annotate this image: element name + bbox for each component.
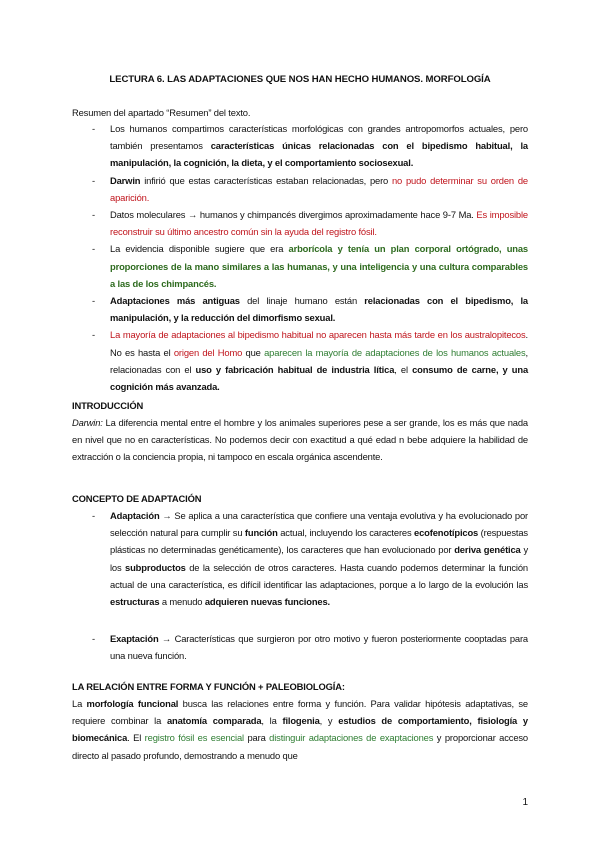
summary-item-1: - Los humanos compartimos características morfológicas con grandes antropomorfos actuales, pero también presentamos características únicas relacionadas con el bipedismo habitual, la manipulación, la cognición, la dieta, y el comportamiento sociosexual. [72, 120, 528, 172]
concepto-item-exaptacion: - Exaptación → Características que surgieron por otro motivo y fueron posteriormente cooptadas para una nueva función. [72, 630, 528, 664]
summary-item-6: - La mayoría de adaptaciones al bipedismo habitual no aparecen hasta más tarde en los australopitecos. No es hasta el origen del Homo que aparecen la mayoría de adaptaciones de los humanos actuales, relacionadas con el uso y fabricación habitual de industria lítica, el consumo de carne, y una cognición más avanzada. [72, 326, 528, 395]
summary-list [72, 120, 528, 395]
bullet-dash: - [92, 123, 95, 134]
summary-item-4: - La evidencia disponible sugiere que era arborícola y tenía un plan corporal ortógrado, unas proporciones de la mano similares a las humanas, y una inteligencia y una cultura comparables a las de los chimpancés. [72, 240, 528, 292]
heading-relacion-forma-funcion: LA RELACIÓN ENTRE FORMA Y FUNCIÓN + PALEOBIOLOGÍA: [72, 681, 345, 692]
concepto-item-adaptacion: - Adaptación → Se aplica a una característica que confiere una ventaja evolutiva y ha evolucionado por selección natural para cumplir su función actual, incluyendo los caracteres ecofenotípicos (respuestas plásticas no determinadas genéticamente), los caracteres que han evolucionado por deriva genética y los subproductos de la selección de otros caracteres. Hasta cuando podemos determinar la función actual de una característica, es difícil identificar las adaptaciones, porque a lo largo de la evolución las estructuras a menudo adquieren nuevas funciones. [72, 507, 528, 610]
bullet-dash: - [92, 174, 95, 186]
page-number: 1 [522, 797, 528, 808]
summary-item-5: - Adaptaciones más antiguas del linaje humano están relacionadas con el bipedismo, la manipulación, y la reducción del dimorfismo sexual. [72, 292, 528, 326]
bullet-dash: - [92, 209, 95, 221]
heading-introduccion: INTRODUCCIÓN [72, 400, 144, 411]
heading-concepto-adaptacion: CONCEPTO DE ADAPTACIÓN [72, 493, 202, 504]
summary-intro: Resumen del apartado “Resumen” del texto. [72, 107, 251, 118]
concepto-list [72, 507, 528, 610]
bullet-dash: - [92, 633, 95, 644]
bullet-dash: - [92, 243, 95, 255]
relacion-paragraph: La morfología funcional busca las relaciones entre forma y función. Para validar hipótesis adaptativas, se requiere combinar la anatomía comparada, la filogenia, y estudios de comportamiento, fisiología y biomecánica. El registro fósil es esencial para distinguir adaptaciones de exaptaciones y proporcionar acceso directo al pasado profundo, demostrando a menudo que [72, 698, 528, 761]
document-title: LECTURA 6. LAS ADAPTACIONES QUE NOS HAN HECHO HUMANOS. MORFOLOGÍA [109, 74, 491, 85]
introduccion-paragraph: Darwin: La diferencia mental entre el hombre y los animales superiores pese a ser grande, los es más que nada en nivel que no en características. No podemos decir con exactitud a qué edad n bebe adquiere la habilidad de extracción o la conciencia propia, ni tampoco en escala orgánica ascendente. [72, 417, 528, 463]
summary-item-2: - Darwin infirió que estas características estaban relacionadas, pero no pudo determinar su orden de aparición. [72, 172, 528, 206]
bullet-dash: - [92, 329, 95, 341]
bullet-dash: - [92, 295, 95, 307]
summary-item-3: - Datos moleculares → humanos y chimpancés divergimos aproximadamente hace 9-7 Ma. Es imposible reconstruir su último ancestro común sin la ayuda del registro fósil. [72, 206, 528, 240]
concepto-list-2 [72, 630, 528, 664]
bullet-dash: - [92, 510, 95, 521]
